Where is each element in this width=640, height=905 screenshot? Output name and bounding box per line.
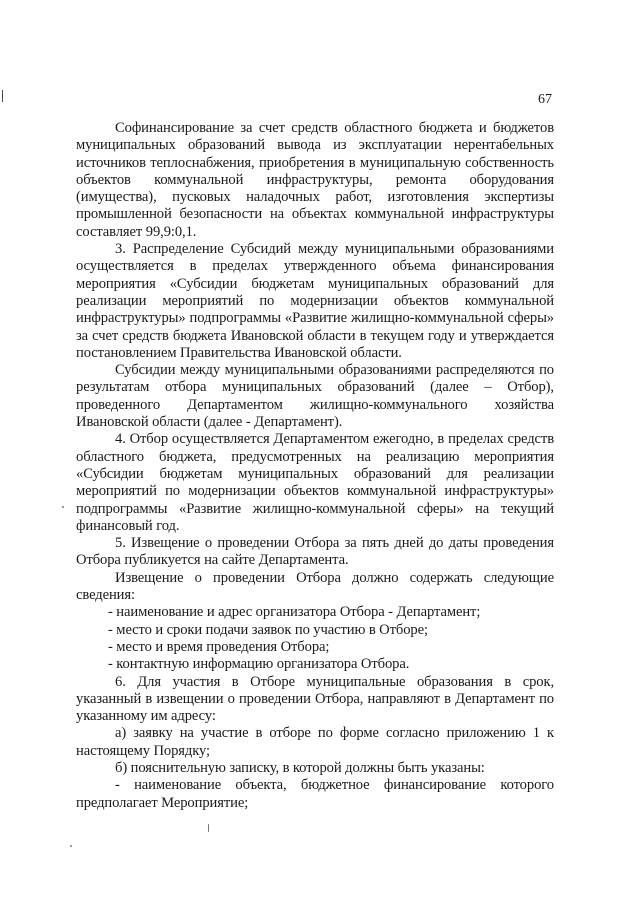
list-item: - место и сроки подачи заявок по участию в Отборе;	[108, 621, 428, 638]
paragraph-notice-contents: Извещение о проведении Отбора должно содержать следующие сведения:	[76, 569, 554, 604]
paragraph-cofinancing: Софинансирование за счет средств областного бюджета и бюджетов муниципальных образований вывода из эксплуатации нерентабельных источников теплоснабжения, приобретения в муниципальную собственность объектов коммунальной инфраструктуры, ремонта оборудования (имущества), пусковых наладочных работ, изготовления экспертизы промышленной безопасности на объектах коммунальной инфраструктуры составляет 99,9:0,1.	[76, 120, 554, 240]
paragraph-5-notice: 5. Извещение о проведении Отбора за пять дней до даты проведения Отбора публикуется на сайте Департамента.	[76, 535, 554, 569]
scan-speck	[70, 845, 72, 847]
paragraph-object-name: - наименование объекта, бюджетное финансирование которого предполагает Мероприятие;	[76, 777, 554, 811]
page-number: 67	[538, 92, 552, 107]
document-body	[76, 120, 554, 812]
paragraph-subsidies-selection: Субсидии между муниципальными образованиями распределяются по результатам отбора муниципальных образований (далее – Отбор), проведенного Департаментом жилищно-коммунального хозяйства Ивановской области (далее - Департамент).	[76, 362, 554, 431]
paragraph-4-selection: 4. Отбор осуществляется Департаментом ежегодно, в пределах средств областного бюджета, предусмотренных на реализацию мероприятия «Субсидии бюджетам муниципальных образований для реализации мероприятий по модернизации объектов коммунальной инфраструктуры» подпрограммы «Развитие жилищно-коммунальной сферы» на текущий финансовый год.	[76, 431, 554, 534]
scan-speck	[208, 824, 209, 832]
paragraph-a-application: а) заявку на участие в отборе по форме согласно приложению 1 к настоящему Порядку;	[76, 725, 554, 759]
list-item: - контактную информацию организатора Отбора.	[108, 656, 410, 673]
scan-speck	[62, 506, 64, 508]
paragraph-b-explanatory-note: б) пояснительную записку, в которой должны быть указаны:	[115, 759, 485, 776]
margin-mark	[2, 90, 3, 102]
paragraph-3-distribution: 3. Распределение Субсидий между муниципальными образованиями осуществляется в пределах утвержденного объема финансирования мероприятия «Субсидии бюджетам муниципальных образований для реализации мероприятий по модернизации объектов коммунальной инфраструктуры» подпрограммы «Развитие жилищно-коммунальной сферы» за счет средств бюджета Ивановской области в текущем году и утверждается постановлением Правительства Ивановской области.	[76, 241, 554, 361]
paragraph-6-participation: 6. Для участия в Отборе муниципальные образования в срок, указанный в извещении о проведении Отбора, направляют в Департамент по указанному им адресу:	[76, 673, 554, 725]
list-item: - место и время проведения Отбора;	[108, 638, 330, 655]
list-item: - наименование и адрес организатора Отбора - Департамент;	[108, 604, 481, 621]
